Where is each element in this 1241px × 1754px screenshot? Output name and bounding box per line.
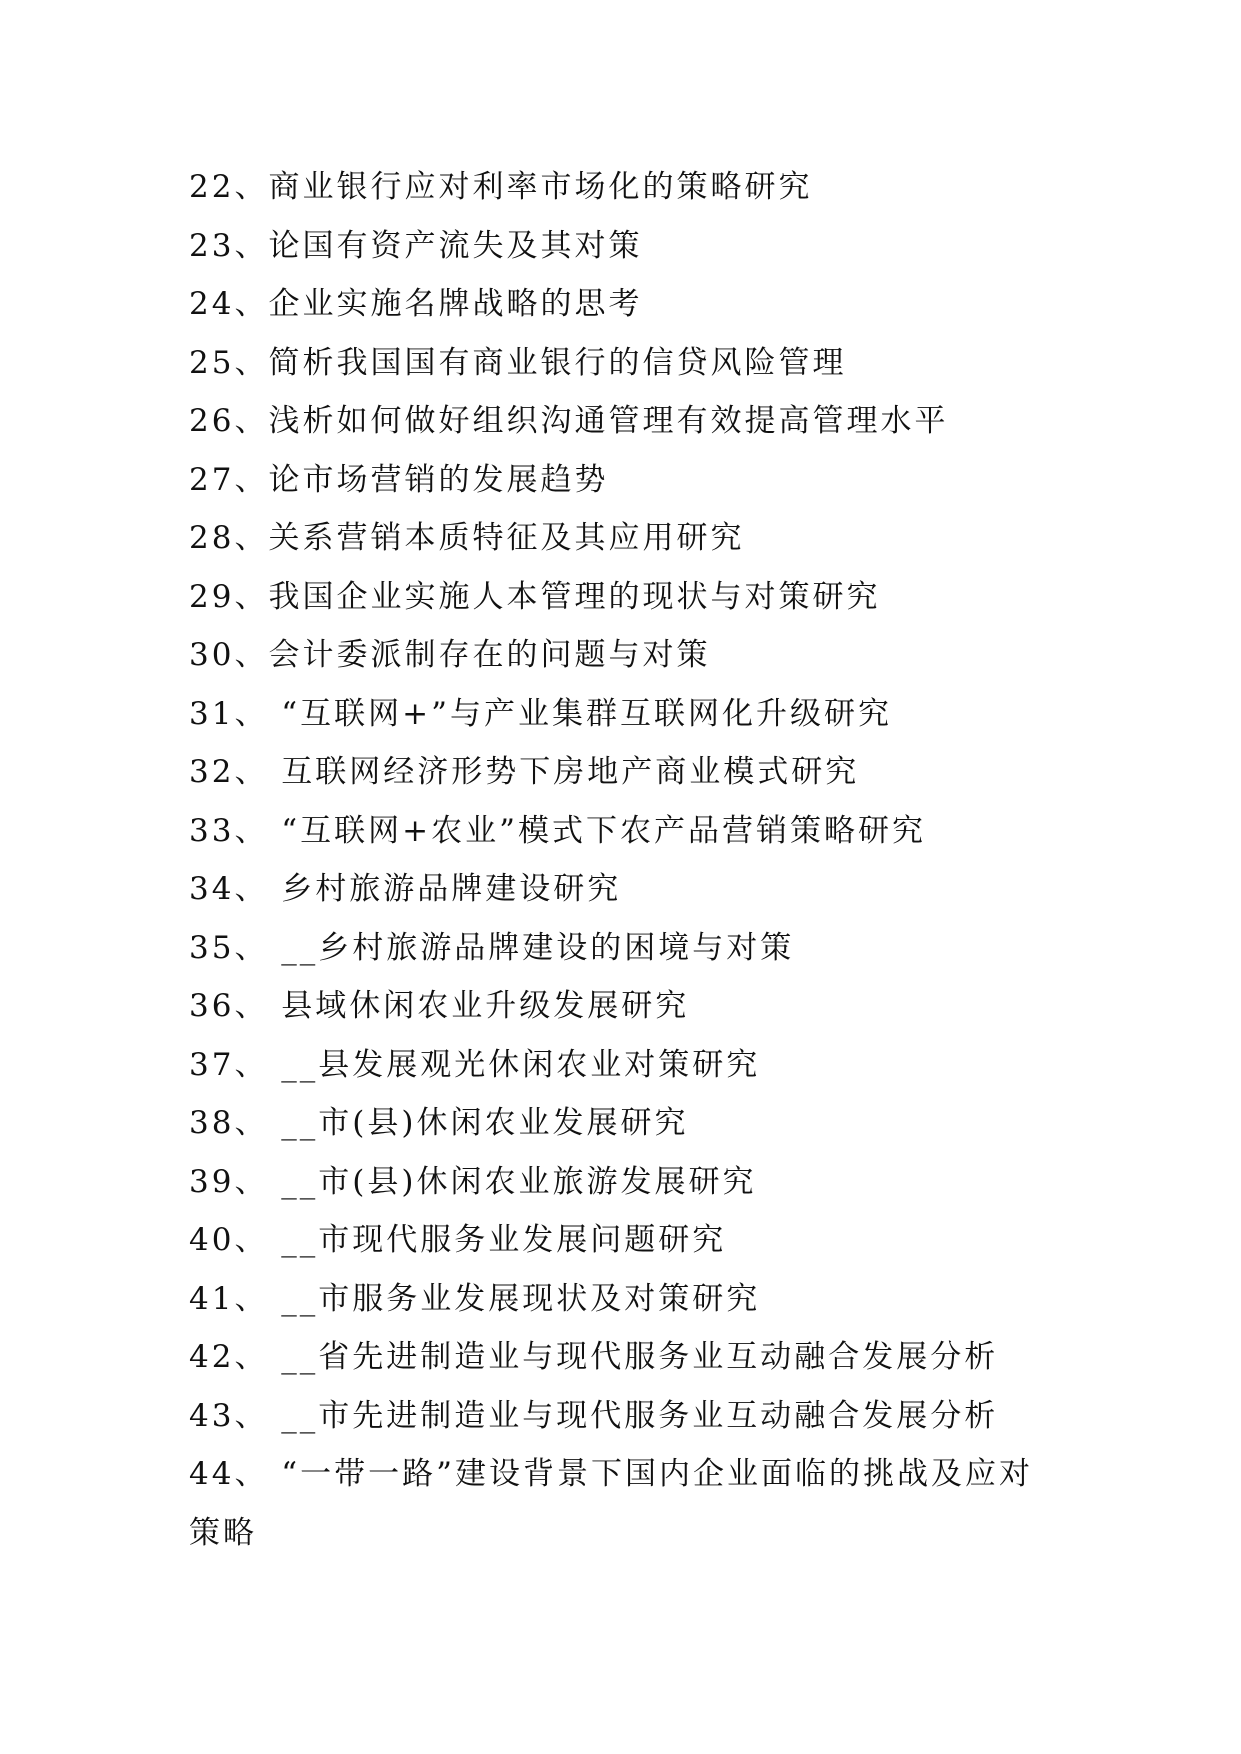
list-item: 43、 __市先进制造业与现代服务业互动融合发展分析: [189, 1397, 999, 1434]
list-item: 23、论国有资产流失及其对策: [189, 227, 643, 264]
list-item: 38、 __市(县)休闲农业发展研究: [189, 1105, 689, 1141]
list-item: 36、 县域休闲农业升级发展研究: [189, 988, 690, 1024]
list-item: 29、我国企业实施人本管理的现状与对策研究: [189, 578, 881, 615]
list-item: 37、 __县发展观光休闲农业对策研究: [189, 1046, 761, 1083]
list-item: 39、 __市(县)休闲农业旅游发展研究: [189, 1163, 757, 1200]
list-item: 30、会计委派制存在的问题与对策: [189, 637, 711, 673]
list-item: 26、浅析如何做好组织沟通管理有效提高管理水平: [189, 403, 949, 439]
list-item: 34、 乡村旅游品牌建设研究: [189, 871, 622, 907]
topic-list: [189, 158, 1069, 1562]
list-item: 40、 __市现代服务业发展问题研究: [189, 1222, 727, 1258]
list-item: 35、 __乡村旅游品牌建设的困境与对策: [189, 929, 795, 966]
list-item: 41、 __市服务业发展现状及对策研究: [189, 1280, 761, 1317]
list-item: 32、 互联网经济形势下房地产商业模式研究: [189, 754, 860, 790]
list-item: 31、 “互联网+”与产业集群互联网化升级研究: [189, 695, 892, 732]
list-item: 24、企业实施名牌战略的思考: [189, 286, 643, 322]
list-item: 44、 “一带一路”建设背景下国内企业面临的挑战及应对: [189, 1456, 1033, 1492]
list-item: 33、 “互联网+农业”模式下农产品营销策略研究: [189, 812, 926, 849]
list-item: 22、商业银行应对利率市场化的策略研究: [189, 169, 813, 205]
list-item: 28、关系营销本质特征及其应用研究: [189, 520, 745, 556]
list-item: 25、简析我国国有商业银行的信贷风险管理: [189, 344, 847, 381]
list-item-continuation: 策略: [189, 1514, 257, 1551]
list-item: 27、论市场营销的发展趋势: [189, 461, 609, 498]
list-item: 42、 __省先进制造业与现代服务业互动融合发展分析: [189, 1339, 999, 1375]
